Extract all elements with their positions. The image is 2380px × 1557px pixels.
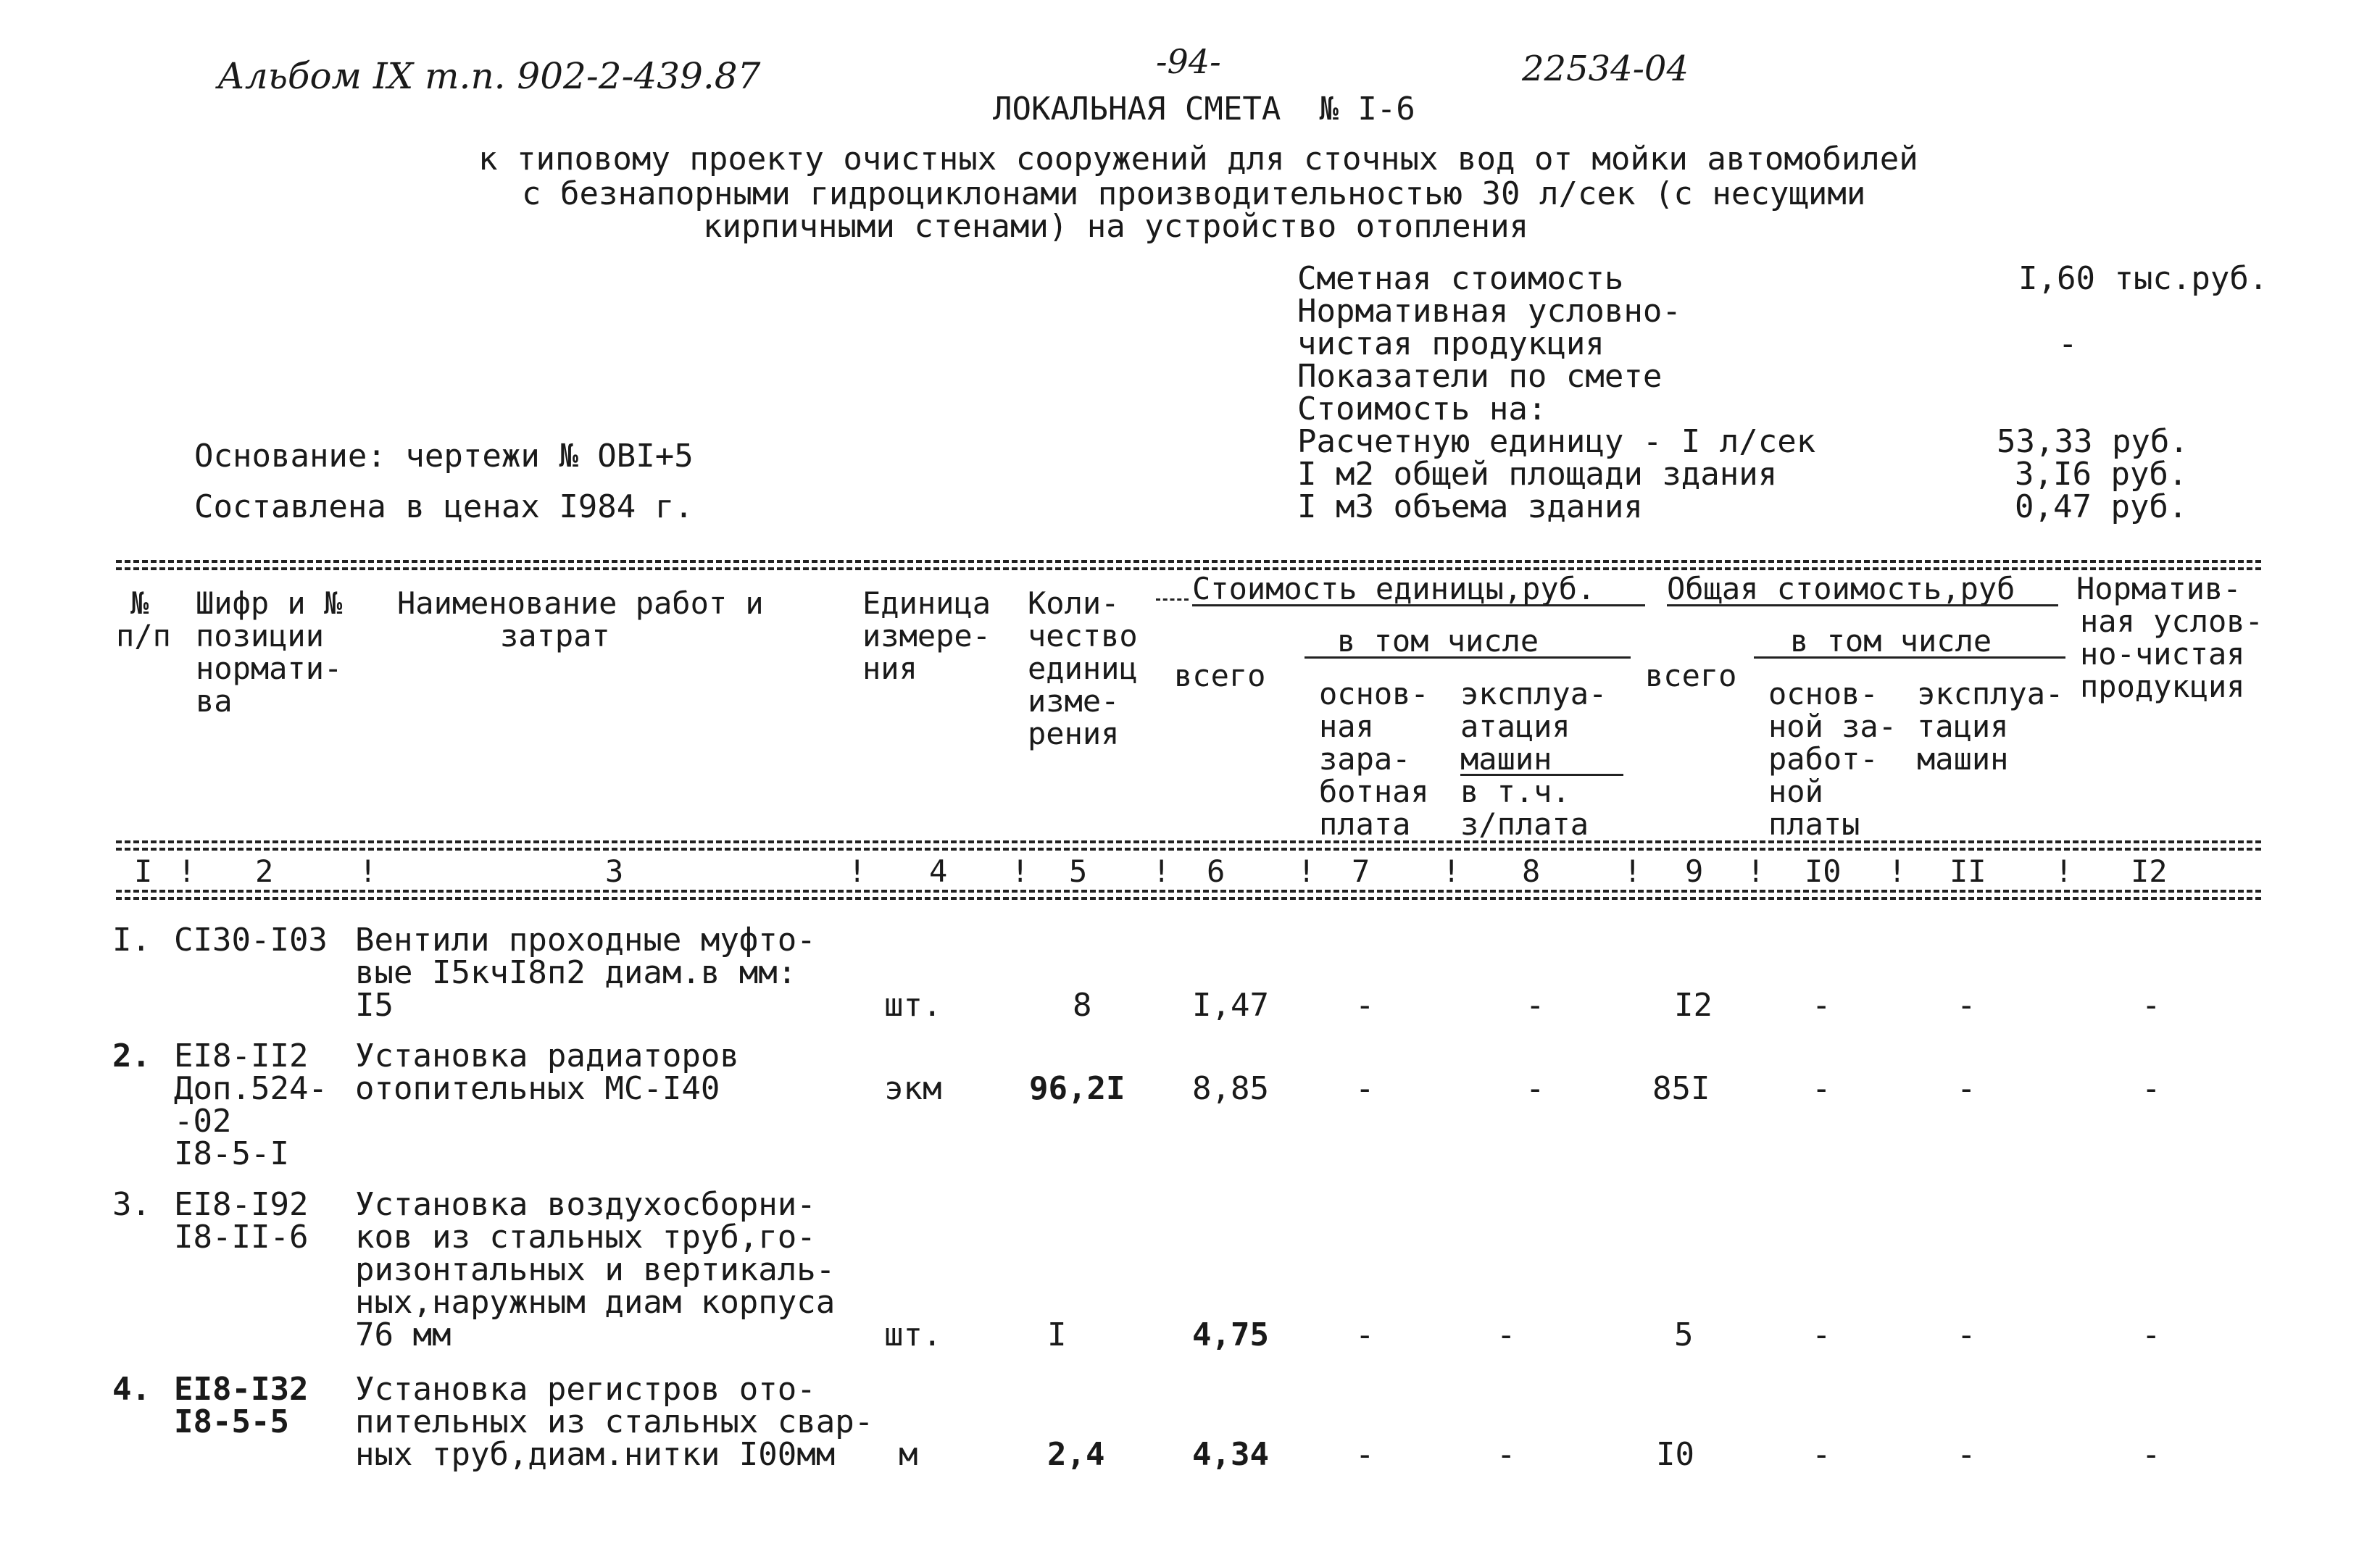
header-incl: в том числе [1337,623,1539,659]
underline [1754,656,2065,659]
header-c10: работ- [1768,741,1878,777]
album-reference: Альбом IX т.п. 902-2-439.87 [217,55,761,97]
header-c9: всего [1645,658,1737,693]
header-c5: изме- [1028,683,1120,719]
column-separator: ! [2055,853,2073,889]
row-code: ЕI8-I32 [174,1371,309,1408]
header-c1: № [130,585,149,621]
header-c1: п/п [116,618,171,654]
row-total: 5 [1674,1316,1694,1353]
row-name: пительных из стальных свар- [355,1403,874,1440]
row-name: 76 мм [355,1316,452,1353]
header-c12: но-чистая [2080,636,2245,672]
header-c5: рения [1028,716,1120,751]
row-unit-price: 4,34 [1192,1436,1269,1473]
summary-value: 3,I6 руб. [2015,456,2188,493]
summary-label: I м3 объема здания [1297,488,1643,525]
column-number: II [1950,853,1986,889]
column-number: 8 [1522,853,1541,889]
column-number: 7 [1352,853,1370,889]
column-separator: ! [178,853,196,889]
row-c8: - [1526,987,1545,1024]
summary-label: Показатели по смете [1297,358,1663,395]
header-c8: з/плата [1460,806,1589,842]
header-c2: Шифр и № [196,585,343,621]
column-number: I2 [2131,853,2168,889]
header-c12: ная услов- [2080,604,2263,639]
header-c7: плата [1319,806,1411,842]
header-c5: единиц [1028,651,1138,686]
header-c3: затрат [500,618,610,654]
column-number: 5 [1069,853,1088,889]
row-unit: шт. [884,987,942,1024]
header-c12: продукция [2080,669,2245,704]
column-number: 4 [929,853,948,889]
column-separator: ! [1888,853,1907,889]
basis-prices: Составлена в ценах I984 г. [194,488,694,525]
header-unit-cost-group: Стоимость единицы,руб. [1192,571,1596,606]
summary-value: 0,47 руб. [2015,488,2188,525]
row-total: 85I [1652,1070,1710,1107]
row-c7: - [1355,1436,1375,1473]
document-title: ЛОКАЛЬНАЯ СМЕТА № I-6 [993,91,1415,128]
header-incl: в том числе [1790,623,1992,659]
column-number: I [134,853,153,889]
underline [1305,656,1631,659]
column-number: 9 [1685,853,1704,889]
table-top-rule [116,567,2261,570]
row-unit: экм [884,1070,942,1107]
underline [1667,604,2058,606]
row-name: вые I5кчI8п2 диам.в мм: [355,954,797,991]
header-c8: эксплуа- [1460,676,1607,711]
row-code: ЕI8-II2 [174,1038,309,1074]
column-separator: ! [1011,853,1030,889]
header-c10: платы [1768,806,1860,842]
row-unit-price: 8,85 [1192,1070,1269,1107]
column-separator: ! [1747,853,1765,889]
header-c7: ная [1319,709,1374,744]
row-name: ных,наружным диам корпуса [355,1284,836,1321]
row-name: ков из стальных труб,го- [355,1219,816,1256]
row-c10: - [1812,1316,1831,1353]
row-number: 3. [112,1186,151,1223]
row-unit: м [899,1436,918,1473]
header-bottom-rule [116,848,2261,851]
row-c11: - [1957,1070,1976,1107]
table-top-rule [116,560,2261,563]
header-total-cost-group: Общая стоимость,руб [1667,571,2015,606]
header-c2: ва [196,683,233,719]
header-c4: измере- [862,618,991,654]
row-c8: - [1526,1070,1545,1107]
row-code: Доп.524- [174,1070,328,1107]
header-c7: основ- [1319,676,1429,711]
header-bottom-rule [116,840,2261,843]
column-separator: ! [1442,853,1461,889]
header-c2: нормати- [196,651,343,686]
row-total: I2 [1674,987,1713,1024]
subtitle-line-3: кирпичными стенами) на устройство отопления [703,208,1529,245]
header-c10: ной за- [1768,709,1897,744]
header-c8: машин [1460,741,1552,777]
summary-label: Расчетную единицу - I л/сек [1297,423,1816,460]
subtitle-line-1: к типовому проекту очистных сооружений для сточных вод от мойки автомобилей [478,141,1918,178]
colnum-bottom-rule [116,890,2261,893]
summary-value: 53,33 руб. [1997,423,2189,460]
summary-label: Нормативная условно- [1297,293,1681,330]
row-name: ных труб,диам.нитки I00мм [355,1436,836,1473]
row-code: I8-5-I [174,1135,289,1172]
column-separator: ! [1152,853,1171,889]
row-quantity: 2,4 [1047,1436,1105,1473]
column-separator: ! [1297,853,1316,889]
row-c12: - [2142,1436,2161,1473]
summary-value: I,60 тыс.руб. [2018,260,2268,297]
summary-label: Сметная стоимость [1297,260,1624,297]
row-c8: - [1497,1316,1516,1353]
column-number: 2 [255,853,274,889]
row-unit: шт. [884,1316,942,1353]
row-name: Установка радиаторов [355,1038,739,1074]
column-number: 6 [1207,853,1226,889]
header-c11: эксплуа- [1917,676,2064,711]
header-c10: ной [1768,774,1823,809]
header-c11: тация [1917,709,2009,744]
row-c12: - [2142,987,2161,1024]
row-name: I5 [355,987,394,1024]
row-c10: - [1812,1436,1831,1473]
header-c8: в т.ч. [1460,774,1570,809]
row-unit-price: 4,75 [1192,1316,1269,1353]
underline [1192,604,1645,606]
row-c7: - [1355,1316,1375,1353]
row-name: отопительных МС-I40 [355,1070,720,1107]
header-c10: основ- [1768,676,1878,711]
document-code: 22534-04 [1522,49,1689,89]
column-separator: ! [848,853,867,889]
row-number: I. [112,922,151,959]
column-number: I0 [1805,853,1842,889]
row-quantity: 8 [1073,987,1092,1024]
header-c5: чество [1028,618,1138,654]
row-c8: - [1497,1436,1516,1473]
row-unit-price: I,47 [1192,987,1269,1024]
header-c2: позиции [196,618,325,654]
header-c5: Коли- [1028,585,1120,621]
summary-label: I м2 общей площади здания [1297,456,1778,493]
subtitle-line-2: с безнапорными гидроциклонами производительностью 30 л/сек (с несущими [522,175,1866,212]
row-c10: - [1812,987,1831,1024]
row-name: Установка воздухосборни- [355,1186,816,1223]
row-code: I8-5-5 [174,1403,289,1440]
row-quantity: I [1047,1316,1067,1353]
row-c12: - [2142,1070,2161,1107]
row-name: Установка регистров ото- [355,1371,816,1408]
header-c11: машин [1917,741,2009,777]
row-code: ЕI8-I92 [174,1186,309,1223]
row-c7: - [1355,1070,1375,1107]
header-c12: Норматив- [2076,571,2242,606]
row-quantity: 96,2I [1029,1070,1125,1107]
leader-dash [1156,598,1189,601]
row-number: 2. [112,1038,151,1074]
colnum-bottom-rule [116,897,2261,900]
header-c6: всего [1174,658,1266,693]
header-c7: ботная [1319,774,1429,809]
row-c12: - [2142,1316,2161,1353]
summary-label: Стоимость на: [1297,391,1547,427]
row-name: Вентили проходные муфто- [355,922,816,959]
page-number: -94- [1156,42,1221,81]
row-total: I0 [1656,1436,1694,1473]
row-c11: - [1957,1316,1976,1353]
column-separator: ! [359,853,378,889]
row-c11: - [1957,1436,1976,1473]
row-code: -02 [174,1103,232,1140]
row-c11: - [1957,987,1976,1024]
header-c3: Наименование работ и [397,585,764,621]
row-c10: - [1812,1070,1831,1107]
row-c7: - [1355,987,1375,1024]
column-number: 3 [605,853,624,889]
basis-drawings: Основание: чертежи № ОВI+5 [194,438,694,475]
summary-value: - [2058,325,2078,362]
row-code: СI30-I03 [174,922,328,959]
header-c4: ния [862,651,918,686]
header-c4: Единица [862,585,991,621]
column-separator: ! [1623,853,1642,889]
row-name: ризонтальных и вертикаль- [355,1251,836,1288]
header-c7: зара- [1319,741,1411,777]
summary-label: чистая продукция [1297,325,1605,362]
header-c8: атация [1460,709,1570,744]
row-number: 4. [112,1371,151,1408]
row-code: I8-II-6 [174,1219,309,1256]
